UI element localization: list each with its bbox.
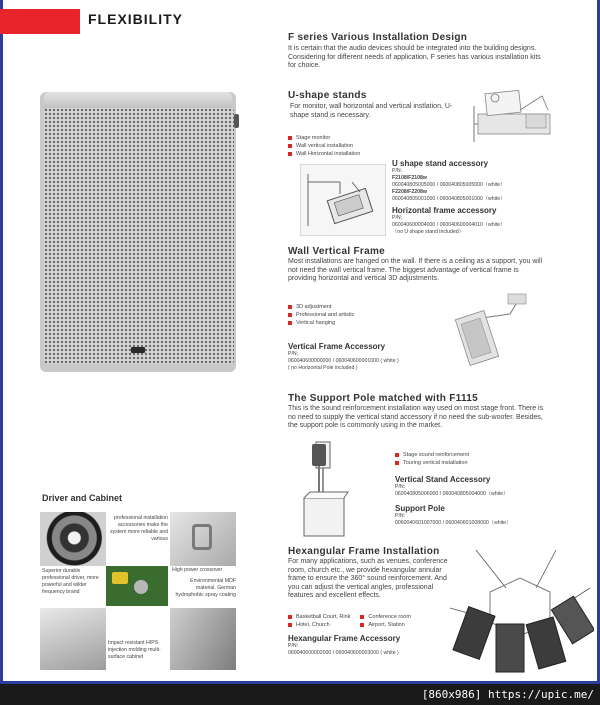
bullet-item: Conference room xyxy=(360,613,411,621)
intro-body: It is certain that the audio devices should be integrated into the building designs. Considering for different needs of application, F series has various installation kits for choice. xyxy=(288,45,541,69)
pn-line: F2108/F2108w xyxy=(392,175,427,181)
ushape-wall-sketch xyxy=(300,164,386,236)
pole-acc-title: Support Pole xyxy=(395,504,445,513)
bullet-item: Touring vertical installation xyxy=(395,459,469,467)
driver-photo xyxy=(40,512,106,566)
pn-line: P/N: xyxy=(392,215,403,221)
bullet-item: Vertical hanging xyxy=(288,319,354,327)
horiz-acc-list xyxy=(392,215,582,236)
mdf-photo xyxy=(170,608,236,670)
wall-bullets xyxy=(288,303,354,327)
hex-body: For many applications, such as venues, conference room, church etc., we provide hexangular annular frame to ensure the 360° sound reinforcement. And you can adjust the vertical angles, professional features and excellent effects. xyxy=(288,558,448,599)
wall-acc-title: Vertical Frame Accessory xyxy=(288,342,386,351)
caption-mdf: Environmental MDF material. German hydrophobic spray coating xyxy=(175,578,236,598)
caption-accessories: professional installation accessories make the system more reliable and various xyxy=(110,515,168,542)
pn-line: 0060040601007000 / 060040601008000（white） xyxy=(395,520,512,526)
hex-bullets xyxy=(288,613,411,629)
stand-acc-list xyxy=(395,484,585,498)
cabinet-photo xyxy=(40,608,106,670)
pn-line: 060040600004000 / 060040600004010（white） xyxy=(392,222,506,228)
wall-acc-list xyxy=(288,351,478,372)
speaker-grille xyxy=(44,108,234,364)
crossover-capacitor xyxy=(112,572,128,584)
pole-title: The Support Pole matched with F1115 xyxy=(288,393,478,404)
pn-line: 060040600000000 / 060040600001000 ( white ) xyxy=(288,358,399,364)
pole-acc-list xyxy=(395,513,585,527)
pn-line: P/N: xyxy=(288,643,299,649)
hex-acc-title: Hexangular Frame Accessory xyxy=(288,634,401,643)
pn-line: 060040805006000 / 060040805004000（white） xyxy=(395,491,509,497)
ushape-acc-title: U shape stand accessory xyxy=(392,159,489,168)
ushape-diagram xyxy=(470,84,554,148)
bullet-item: Stage monitor xyxy=(288,134,360,142)
wall-body: Most installations are hanged on the wall. If there is a ceiling as a support, you will not need the wall vertical frame. The biggest advantage of vertical frame is providing horizontal and vertical 3D adjustments. xyxy=(288,258,543,282)
wall-title: Wall Vertical Frame xyxy=(288,246,386,257)
watermark-bar: [860x986] https://upic.me/ xyxy=(0,684,600,705)
caption-crossover: High power crossover xyxy=(172,567,223,573)
bullet-item: Airport, Station xyxy=(360,621,411,629)
pn-line: 060040805001000 / 060040805001000（white） xyxy=(392,196,506,202)
bullet-item: Wall Horizontal installation xyxy=(288,150,360,158)
stand-acc-title: Vertical Stand Accessory xyxy=(395,475,491,484)
hex-frame-diagram xyxy=(446,548,594,678)
pn-line: （no U shape stand included） xyxy=(392,229,464,235)
speaker-handle xyxy=(234,114,239,128)
pn-line: F2208/F2208w xyxy=(392,189,427,195)
pn-line: P/N: xyxy=(392,168,403,174)
pn-line: P/N: xyxy=(288,351,299,357)
bullet-item: Hotel, Church xyxy=(288,621,350,629)
accessory-bracket xyxy=(192,524,212,550)
driver-title: Driver and Cabinet xyxy=(42,493,123,503)
caption-cabinet: Impact resistant HIPS injection molding multi-surface cabinet xyxy=(108,640,161,660)
ushape-body: For monitor, wall horizontal and vertical instlation, U-shape stand is necessary. xyxy=(290,103,453,119)
bullet-item: Basketball Court, Rink xyxy=(288,613,350,621)
brand-tab xyxy=(0,9,80,34)
pn-line: P/N: xyxy=(395,513,406,519)
hex-acc-list xyxy=(288,643,478,657)
section-title: FLEXIBILITY xyxy=(88,11,183,27)
bullet-item: Wall vertical installation xyxy=(288,142,360,150)
ushape-title: U-shape stands xyxy=(288,90,367,101)
pn-line: P/N: xyxy=(395,484,406,490)
pn-line: ( no Horizontal Pole included ) xyxy=(288,365,358,371)
bullet-item: 3D adjustment xyxy=(288,303,354,311)
pole-body: This is the sound reinforcement installation way used on most stage front. There is no need to supply the vertical stand accessory if no need the sub-woofer. Besides, the support pole is commonly using in the market. xyxy=(288,405,544,429)
hex-bullets-left xyxy=(288,613,350,629)
pole-photo-stick xyxy=(318,466,320,492)
caption-driver: Superior durable professional driver, more powerful and wilder frequency brand xyxy=(42,568,99,595)
speaker-logo-badge xyxy=(131,347,145,353)
hex-bullets-right xyxy=(360,613,411,629)
hex-title: Hexangular Frame Installation xyxy=(288,546,440,557)
bullet-item: Stage sound reinforcement xyxy=(395,451,469,459)
pn-line: 060040805005000 / 060040805005000（white） xyxy=(392,182,506,188)
ushape-acc-list xyxy=(392,168,582,203)
pole-bullets xyxy=(395,451,469,467)
intro-title: F series Various Installation Design xyxy=(288,32,468,43)
crossover-coil xyxy=(134,580,148,594)
horiz-acc-title: Horizontal frame accessory xyxy=(392,206,497,215)
pn-line: 060040600002000 / 060040600003000 ( white ) xyxy=(288,650,399,656)
pole-speaker-photo xyxy=(312,444,326,466)
bullet-item: Professional and artistic xyxy=(288,311,354,319)
ushape-bullets xyxy=(288,134,360,158)
